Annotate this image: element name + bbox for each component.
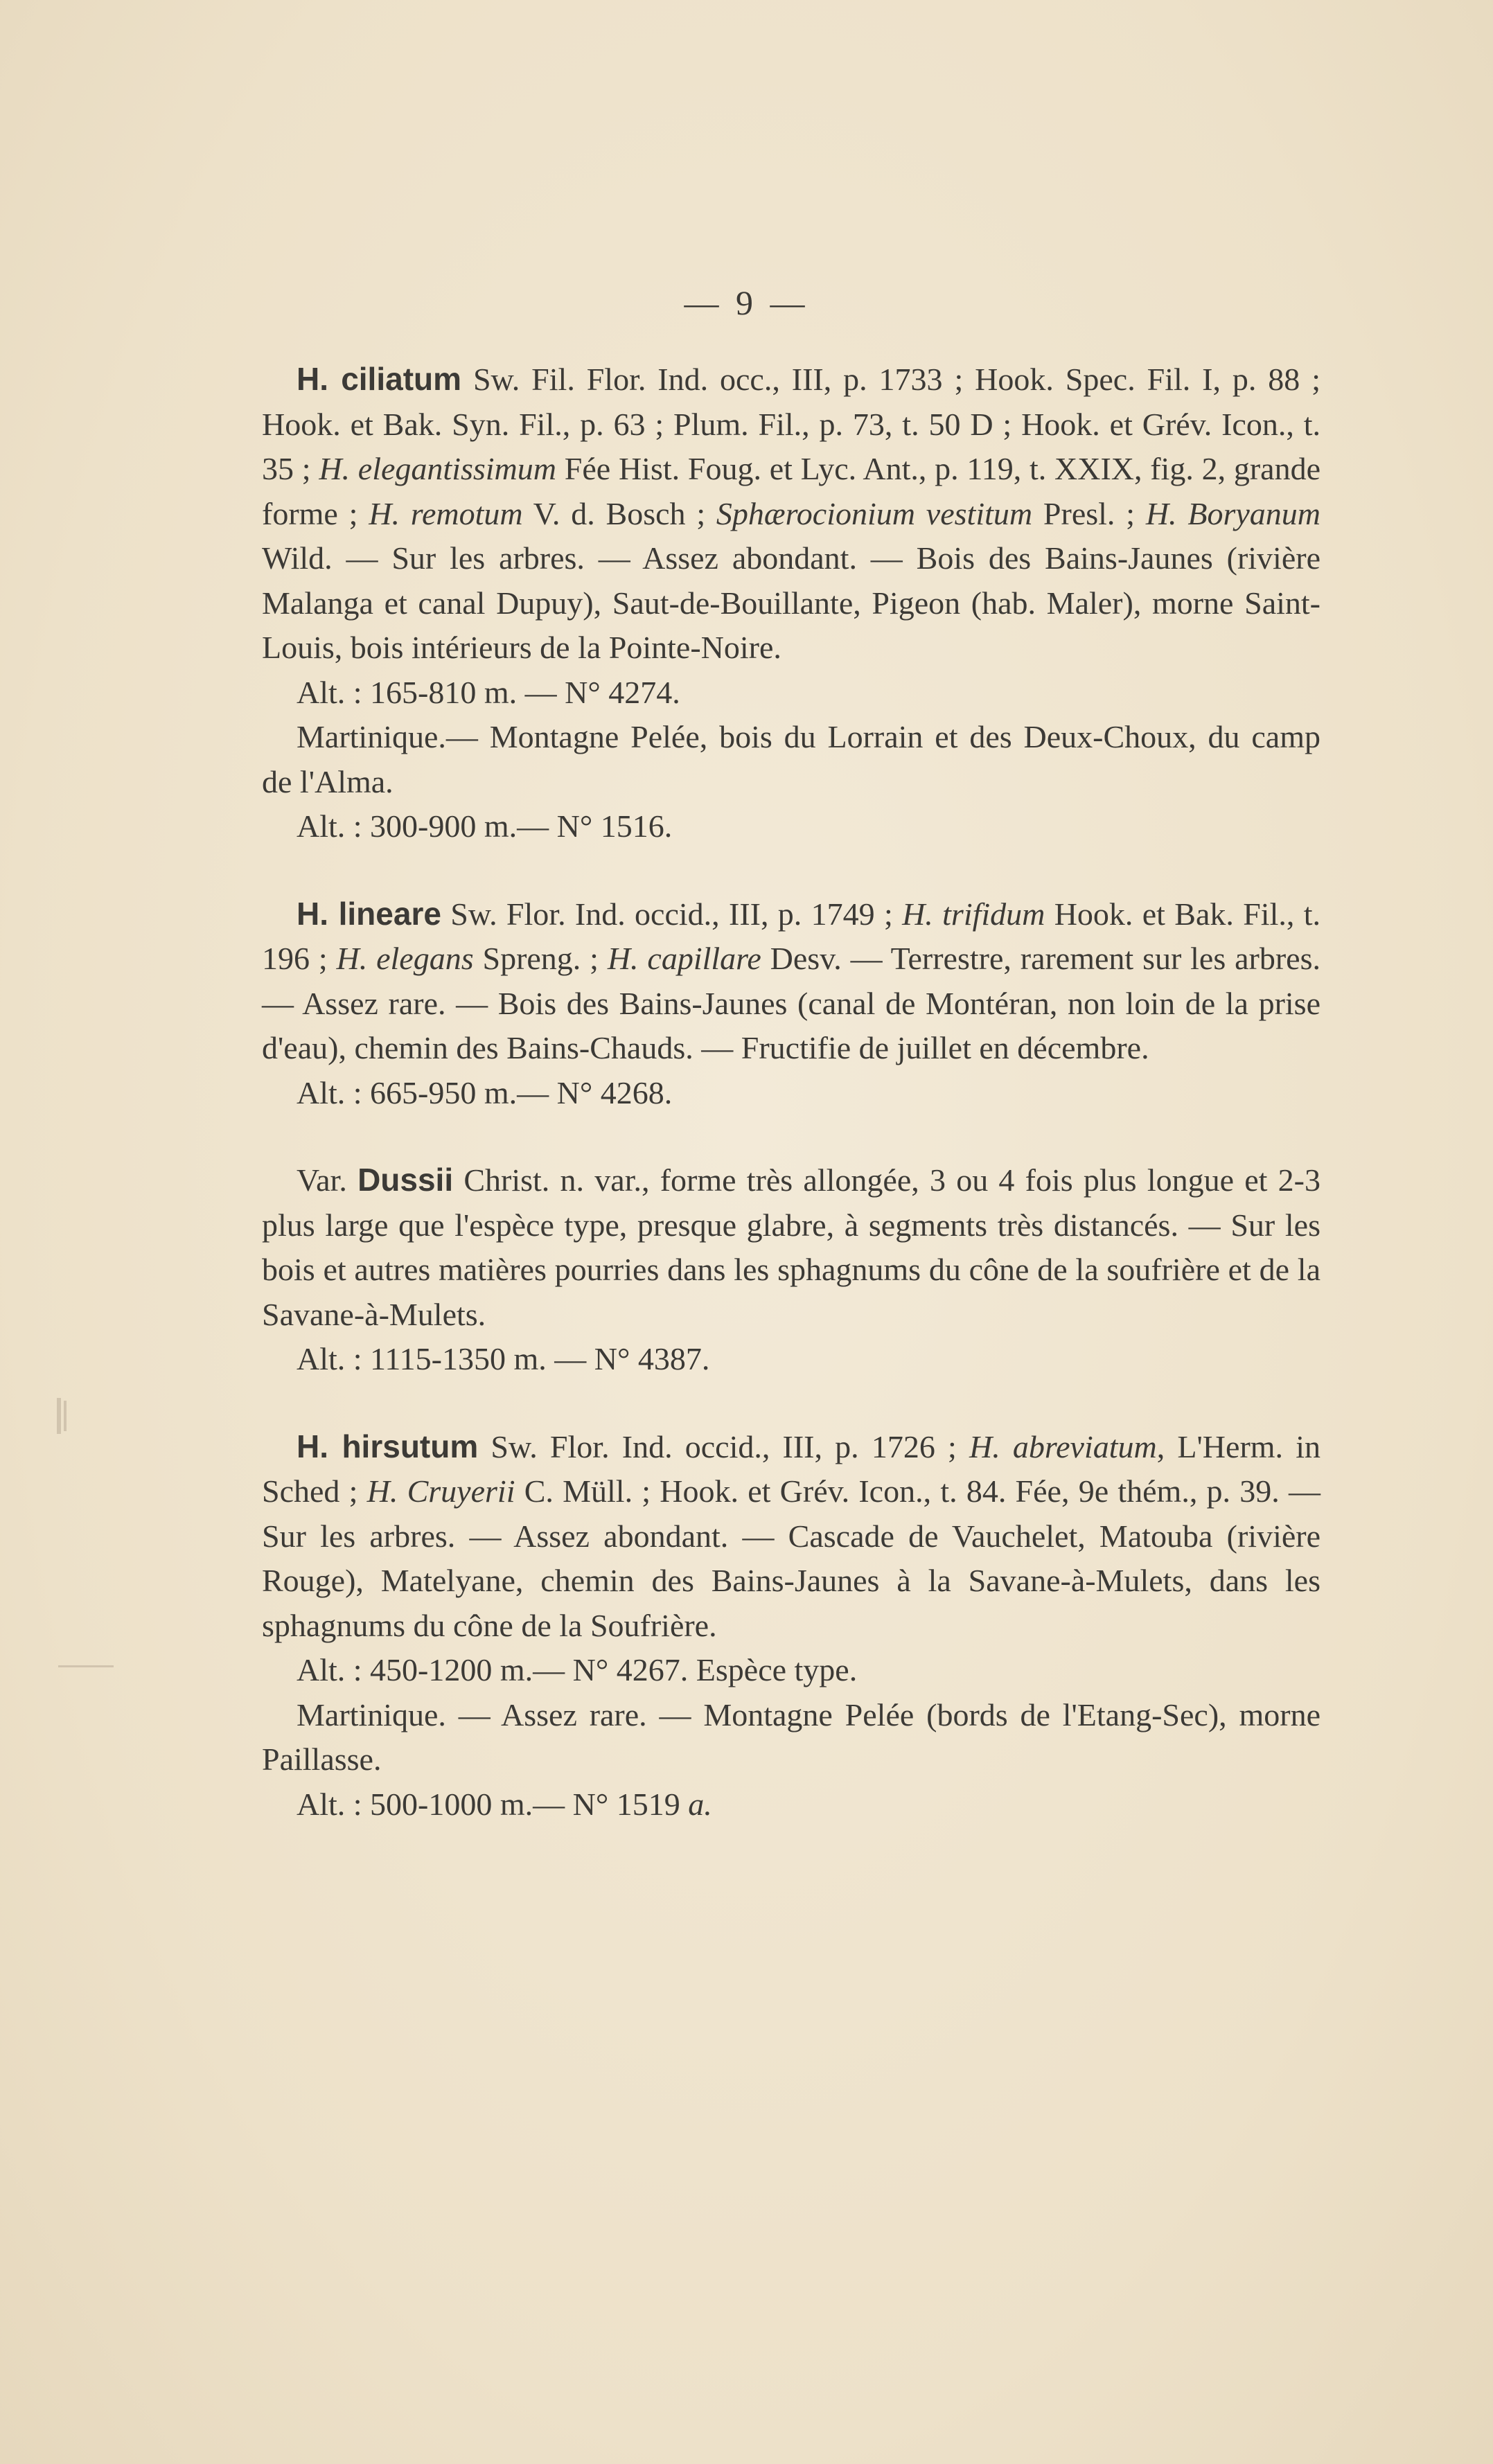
synonym: H. Boryanum: [1145, 495, 1320, 531]
habitat-text: Wild. — Sur les arbres. — Assez abondant. — Bois des Bains-Jaunes (rivière Malanga et canal Dupuy), Saut-de-Bouillante, Pigeon (hab. Maler), morne Saint-Louis, bois intérieurs de la Pointe-Noire.: [262, 540, 1320, 665]
citation-text: , L'Herm. in Sched ;: [262, 1428, 1320, 1509]
scan-mark: [58, 1665, 114, 1667]
entry-description: [262, 1158, 1320, 1337]
synonym: H. capillare: [607, 941, 761, 976]
synonym: H. elegantissimum: [319, 451, 556, 486]
altitude-text: Alt. : 500-1000 m.— N° 1519: [297, 1786, 689, 1822]
habitat-text: Desv. — Terrestre, rarement sur les arbres. — Assez rare. — Bois des Bains-Jaunes (canal de Montéran, non loin de la prise d'eau), chemin des Bains-Chauds. — Fructifie de juillet en décembre.: [262, 941, 1320, 1065]
habitat-text: Christ. n. var., forme très allongée, 3 ou 4 fois plus longue et 2-3 plus large que l'espèce type, presque glabre, à segments très distancés. — Sur les bois et autres matières pourries dans les sphagnums du cône de la soufrière et de la Savane-à-Mulets.: [262, 1162, 1320, 1332]
habitat-text: C. Müll. ; Hook. et Grév. Icon., t. 84. Fée, 9e thém., p. 39. — Sur les arbres. — Assez abondant. — Cascade de Vauchelet, Matouba (rivière Rouge), Matelyane, chemin des Bains-Jaunes à la Savane-à-Mulets, dans les sphagnums du cône de la Soufrière.: [262, 1473, 1320, 1643]
species-name: H. hirsutum: [297, 1428, 479, 1464]
scan-mark: [57, 1398, 61, 1434]
citation-text: Fée Hist. Foug. et Lyc. Ant., p. 119, t. XXIX, fig. 2, grande forme ;: [262, 451, 1321, 531]
synonym: Sphærocionium vestitum: [716, 495, 1033, 531]
citation-text: Sw. Fil. Flor. Ind. occ., III, p. 1733 ; Hook. Spec. Fil. I, p. 88 ; Hook. et Bak. Syn. Fil., p. 63 ; Plum. Fil., p. 73, t. 50 D ; Hook. et Grév. Icon., t. 35 ;: [262, 362, 1321, 486]
entry-description: [262, 357, 1320, 671]
citation-text: Sw. Flor. Ind. occid., III, p. 1749 ;: [441, 896, 903, 932]
species-name: H. ciliatum: [297, 361, 462, 397]
entry-hirsutum: [262, 1424, 1320, 1827]
altitude-suffix: a.: [688, 1786, 712, 1822]
altitude-line: Alt. : 1115-1350 m. — N° 4387.: [297, 1341, 710, 1376]
altitude-line: [262, 1782, 1320, 1827]
citation-text: Hook. et Bak. Fil., t. 196 ;: [262, 896, 1320, 976]
synonym: H. remotum: [369, 495, 523, 531]
altitude-line: Alt. : 165-810 m. — N° 4274.: [297, 674, 680, 710]
species-name: H. lineare: [297, 895, 441, 932]
page-number: — 9 —: [684, 283, 809, 322]
citation-text: Spreng. ;: [473, 941, 608, 976]
altitude-line: Alt. : 300-900 m.— N° 1516.: [297, 808, 673, 844]
entry-description: [262, 1424, 1320, 1649]
citation-text: Presl. ;: [1032, 495, 1146, 531]
altitude-line: Alt. : 665-950 m.— N° 4268.: [297, 1074, 673, 1110]
altitude-line: Alt. : 450-1200 m.— N° 4267. Espèce type.: [297, 1652, 858, 1687]
synonym: H. Cruyerii: [366, 1473, 515, 1509]
variety-name: Dussii: [357, 1162, 454, 1198]
page-body: [262, 357, 1320, 1827]
entry-dussii: [262, 1158, 1320, 1382]
citation-text: V. d. Bosch ;: [522, 495, 716, 531]
variety-prefix: Var.: [297, 1162, 358, 1198]
citation-text: Sw. Flor. Ind. occid., III, p. 1726 ;: [478, 1428, 970, 1464]
entry-ciliatum: [262, 357, 1320, 849]
synonym: H. abreviatum: [969, 1428, 1157, 1464]
martinique-locality: Martinique. — Assez rare. — Montagne Pelée (bords de l'Etang-Sec), morne Paillasse.: [262, 1696, 1320, 1777]
scan-mark: [64, 1401, 67, 1431]
entry-lineare: [262, 892, 1320, 1116]
entry-description: [262, 892, 1320, 1071]
martinique-locality: Martinique.— Montagne Pelée, bois du Lorrain et des Deux-Choux, du camp de l'Alma.: [262, 719, 1320, 799]
synonym: H. elegans: [336, 941, 474, 976]
synonym: H. trifidum: [902, 896, 1045, 932]
